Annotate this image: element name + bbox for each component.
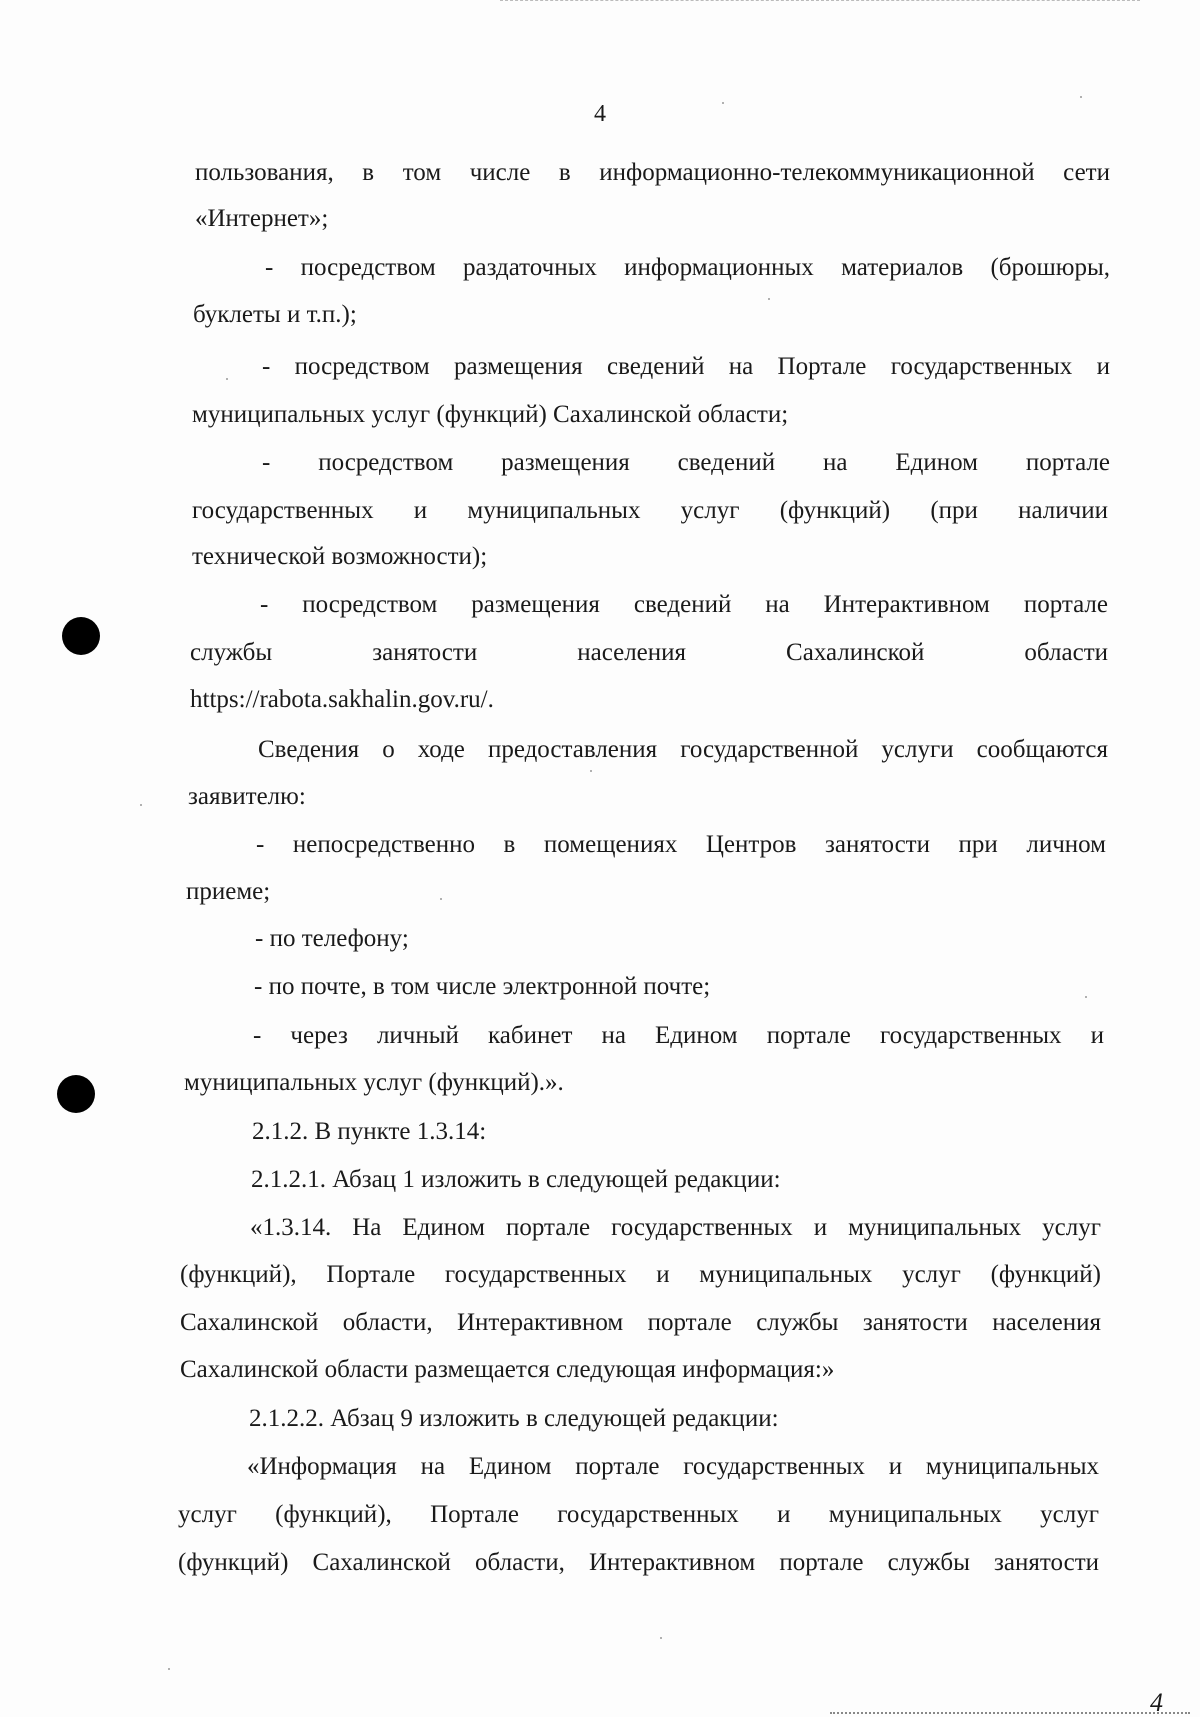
scan-top-edge: [500, 0, 1140, 1]
scan-speck: [660, 1637, 662, 1639]
text-line: «1.3.14. На Едином портале государственных и муниципальных услуг: [250, 1214, 1101, 1241]
text-line: 2.1.2. В пункте 1.3.14:: [252, 1118, 487, 1145]
text-line: Сведения о ходе предоставления государственной услуги сообщаются: [258, 736, 1108, 763]
punch-hole-lower: [57, 1075, 95, 1113]
text-line: технической возможности);: [192, 543, 488, 570]
text-line: - посредством размещения сведений на Едином портале: [262, 449, 1110, 476]
scan-speck: [1080, 96, 1082, 98]
text-line: муниципальных услуг (функций).».: [184, 1069, 564, 1096]
text-line: - посредством размещения сведений на Интерактивном портале: [260, 591, 1108, 618]
text-line: пользования, в том числе в информационно-телекоммуникационной сети: [195, 159, 1110, 186]
text-line: государственных и муниципальных услуг (функций) (при наличии: [192, 497, 1108, 524]
handwritten-page-mark: 4: [1150, 1688, 1163, 1717]
scan-speck: [590, 770, 592, 772]
text-line: услуг (функций), Портале государственных и муниципальных услуг: [178, 1501, 1099, 1528]
scan-speck: [140, 804, 142, 806]
text-line: приеме;: [186, 878, 271, 905]
scan-speck: [226, 378, 228, 380]
text-line: 2.1.2.1. Абзац 1 изложить в следующей редакции:: [251, 1166, 781, 1193]
text-line: - по почте, в том числе электронной почте;: [254, 973, 711, 1000]
punch-hole-upper: [62, 617, 100, 655]
text-line: - посредством раздаточных информационных материалов (брошюры,: [265, 254, 1110, 281]
text-line: 2.1.2.2. Абзац 9 изложить в следующей редакции:: [249, 1405, 779, 1432]
scan-bottom-edge: [830, 1712, 1190, 1714]
scan-speck: [768, 298, 770, 300]
text-line: муниципальных услуг (функций) Сахалинской области;: [192, 401, 789, 428]
text-line: https://rabota.sakhalin.gov.ru/.: [190, 686, 494, 713]
text-line: (функций), Портале государственных и муниципальных услуг (функций): [180, 1261, 1101, 1288]
text-line: - посредством размещения сведений на Портале государственных и: [262, 353, 1110, 380]
text-line: (функций) Сахалинской области, Интерактивном портале службы занятости: [178, 1549, 1099, 1576]
text-line: - через личный кабинет на Едином портале государственных и: [253, 1022, 1104, 1049]
text-line: - по телефону;: [255, 925, 409, 952]
text-line: службы занятости населения Сахалинской области: [190, 639, 1108, 666]
scan-speck: [1085, 996, 1087, 998]
text-line: - непосредственно в помещениях Центров занятости при личном: [256, 831, 1106, 858]
text-line: заявителю:: [188, 783, 306, 810]
page-number: 4: [594, 101, 606, 127]
scan-speck: [440, 898, 442, 900]
scan-speck: [722, 102, 724, 104]
text-line: Сахалинской области размещается следующая информация:»: [180, 1356, 835, 1383]
text-line: «Информация на Едином портале государственных и муниципальных: [247, 1453, 1099, 1480]
scan-speck: [168, 1668, 170, 1670]
text-line: Сахалинской области, Интерактивном портале службы занятости населения: [180, 1309, 1101, 1336]
text-line: «Интернет»;: [195, 205, 329, 232]
text-line: буклеты и т.п.);: [193, 301, 357, 328]
